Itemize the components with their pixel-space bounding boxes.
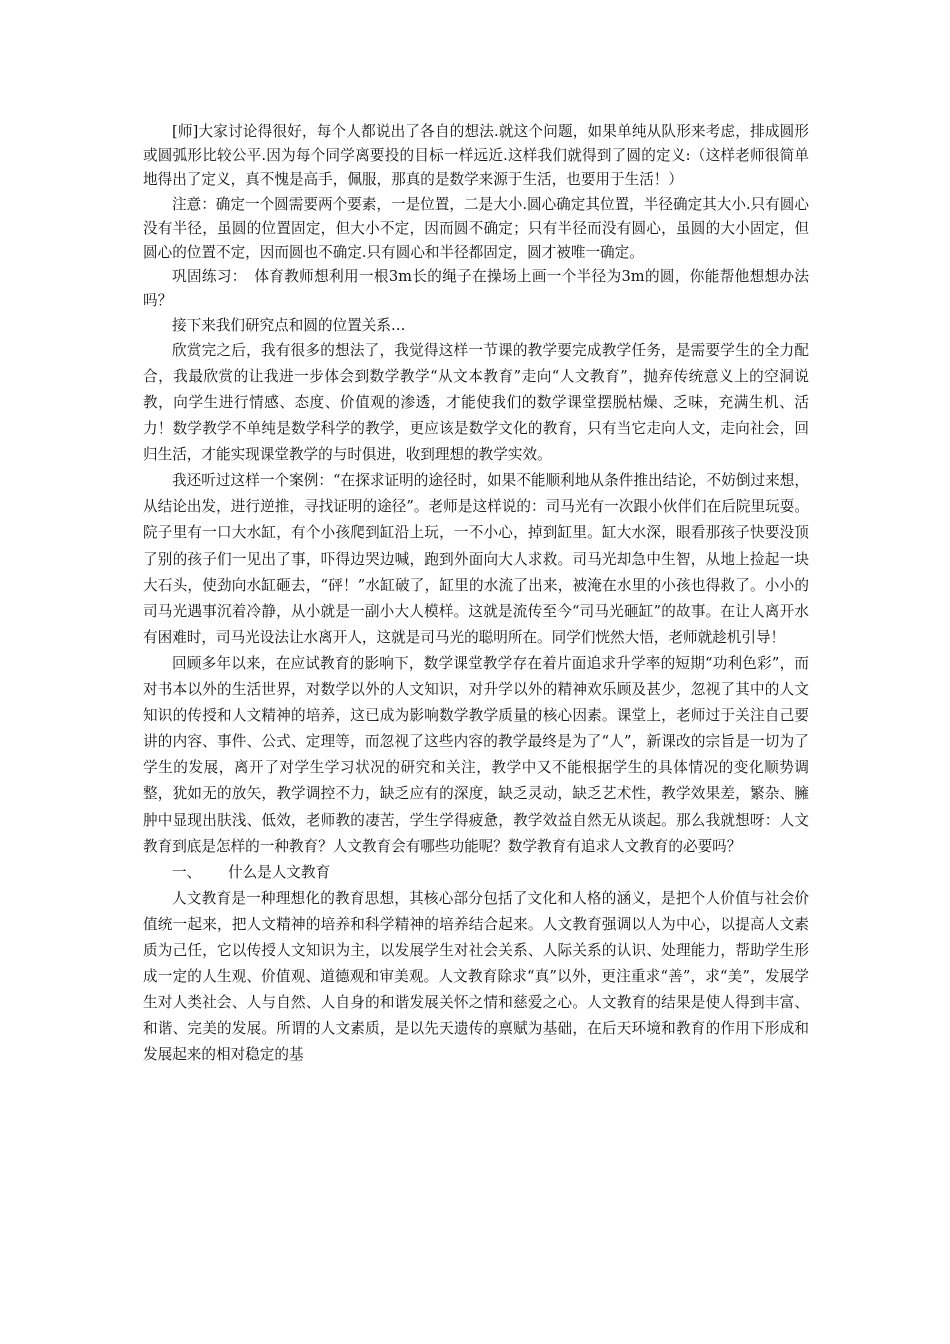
document-page: [143, 120, 809, 1068]
section-title: 什么是人文教育: [228, 863, 331, 881]
paragraph-teacher-definition: [师]大家讨论得很好，每个人都说出了各自的想法.就这个问题，如果单纯从队形来考虑，排成圆形或圆弧形比较公平.因为每个同学离要投的目标一样远近.这样我们就得到了圆的定义:（这样老师很简单地得出了定义，真不愧是高手，佩服，那真的是数学来源于生活，也要用于生活！）: [143, 123, 809, 189]
paragraph-next-topic: 接下来我们研究点和圆的位置关系…: [172, 316, 406, 334]
section-number: 一、: [172, 863, 202, 881]
paragraph-review: 回顾多年以来，在应试教育的影响下，数学课堂教学存在着片面追求升学率的短期“功利色彩”，而对书本以外的生活世界，对数学以外的人文知识，对升学以外的精神欢乐顾及甚少，忽视了其中的人文知识的传授和人文精神的培养，这已成为影响数学教学质量的核心因素。课堂上，老师过于关注自己要讲的内容、事件、公式、定理等，而忽视了这些内容的教学最终是为了“人”，新课改的宗旨是一切为了学生的发展，离开了对学生学习状况的研究和关注，教学中又不能根据学生的具体情况的变化顺势调整，犹如无的放矢，教学调控不力，缺乏应有的深度，缺乏灵动，缺乏艺术性，教学效果差，繁杂、臃肿中显现出肤浅、低效，老师教的凄苦，学生学得疲惫，教学效益自然无从谈起。那么我就想呀：人文教育到底是怎样的一种教育？人文教育会有哪些功能呢？数学教育有追求人文教育的必要吗？: [143, 654, 809, 855]
section-heading: [143, 860, 809, 886]
paragraph-note: 注意：确定一个圆需要两个要素，一是位置，二是大小.圆心确定其位置，半径确定其大小.只有圆心没有半径，虽圆的位置固定，但大小不定，因而圆不确定；只有半径而没有圆心，虽圆的大小固定，但圆心的位置不定，因而圆也不确定.只有圆心和半径都固定，圆才被唯一确定。: [143, 195, 809, 262]
paragraph-sima-guang-case: 我还听过这样一个案例：“在探求证明的途径时，如果不能顺利地从条件推出结论，不妨倒过来想，从结论出发，进行逆推，寻找证明的途径”。老师是这样说的：司马光有一次跟小伙伴们在后院里玩耍。院子里有一口大水缸，有个小孩爬到缸沿上玩，一不小心，掉到缸里。缸大水深，眼看那孩子快要没顶了别的孩子们一见出了事，吓得边哭边喊，跑到外面向大人求救。司马光却急中生智，从地上捡起一块大石头，使劲向水缸砸去，“砰！”水缸破了，缸里的水流了出来，被淹在水里的小孩也得救了。小小的司马光遇事沉着冷静，从小就是一副小大人模样。这就是流传至今“司马光砸缸”的故事。在让人离开水有困难时，司马光设法让水离开人，这就是司马光的聪明所在。同学们恍然大悟，老师就趁机引导！: [143, 472, 809, 646]
paragraph-appreciation: 欣赏完之后，我有很多的想法了，我觉得这样一节课的教学要完成教学任务，是需要学生的全力配合，我最欣赏的让我进一步体会到数学教学“从文本教育”走向“人文教育”，抛弃传统意义上的空洞说教，向学生进行情感、态度、价值观的渗透，才能使我们的数学课堂摆脱枯燥、乏味，充满生机、活力！数学教学不单纯是数学科学的教学，更应该是数学文化的教育，只有当它走向人文，走向社会，回归生活，才能实现课堂教学的与时俱进，收到理想的教学实效。: [143, 341, 809, 464]
paragraph-exercise: 巩固练习： 体育教师想利用一根3m长的绳子在操场上画一个半径为3m的圆，你能帮他想想办法吗？: [143, 268, 809, 310]
paragraph-humanistic-education: 人文教育是一种理想化的教育思想，其核心部分包括了文化和人格的涵义，是把个人价值与社会价值统一起来，把人文精神的培养和科学精神的培养结合起来。人文教育强调以人为中心，以提高人文素质为己任，它以传授人文知识为主，以发展学生对社会关系、人际关系的认识、处理能力，帮助学生形成一定的人生观、价值观、道德观和审美观。人文教育除求“真”以外，更注重求“善”，求“美”，发展学生对人类社会、人与自然、人自身的和谐发展关怀之情和慈爱之心。人文教育的结果是使人得到丰富、和谐、完美的发展。所谓的人文素质，是以先天遗传的禀赋为基础，在后天环境和教育的作用下形成和发展起来的相对稳定的基: [143, 889, 809, 1064]
